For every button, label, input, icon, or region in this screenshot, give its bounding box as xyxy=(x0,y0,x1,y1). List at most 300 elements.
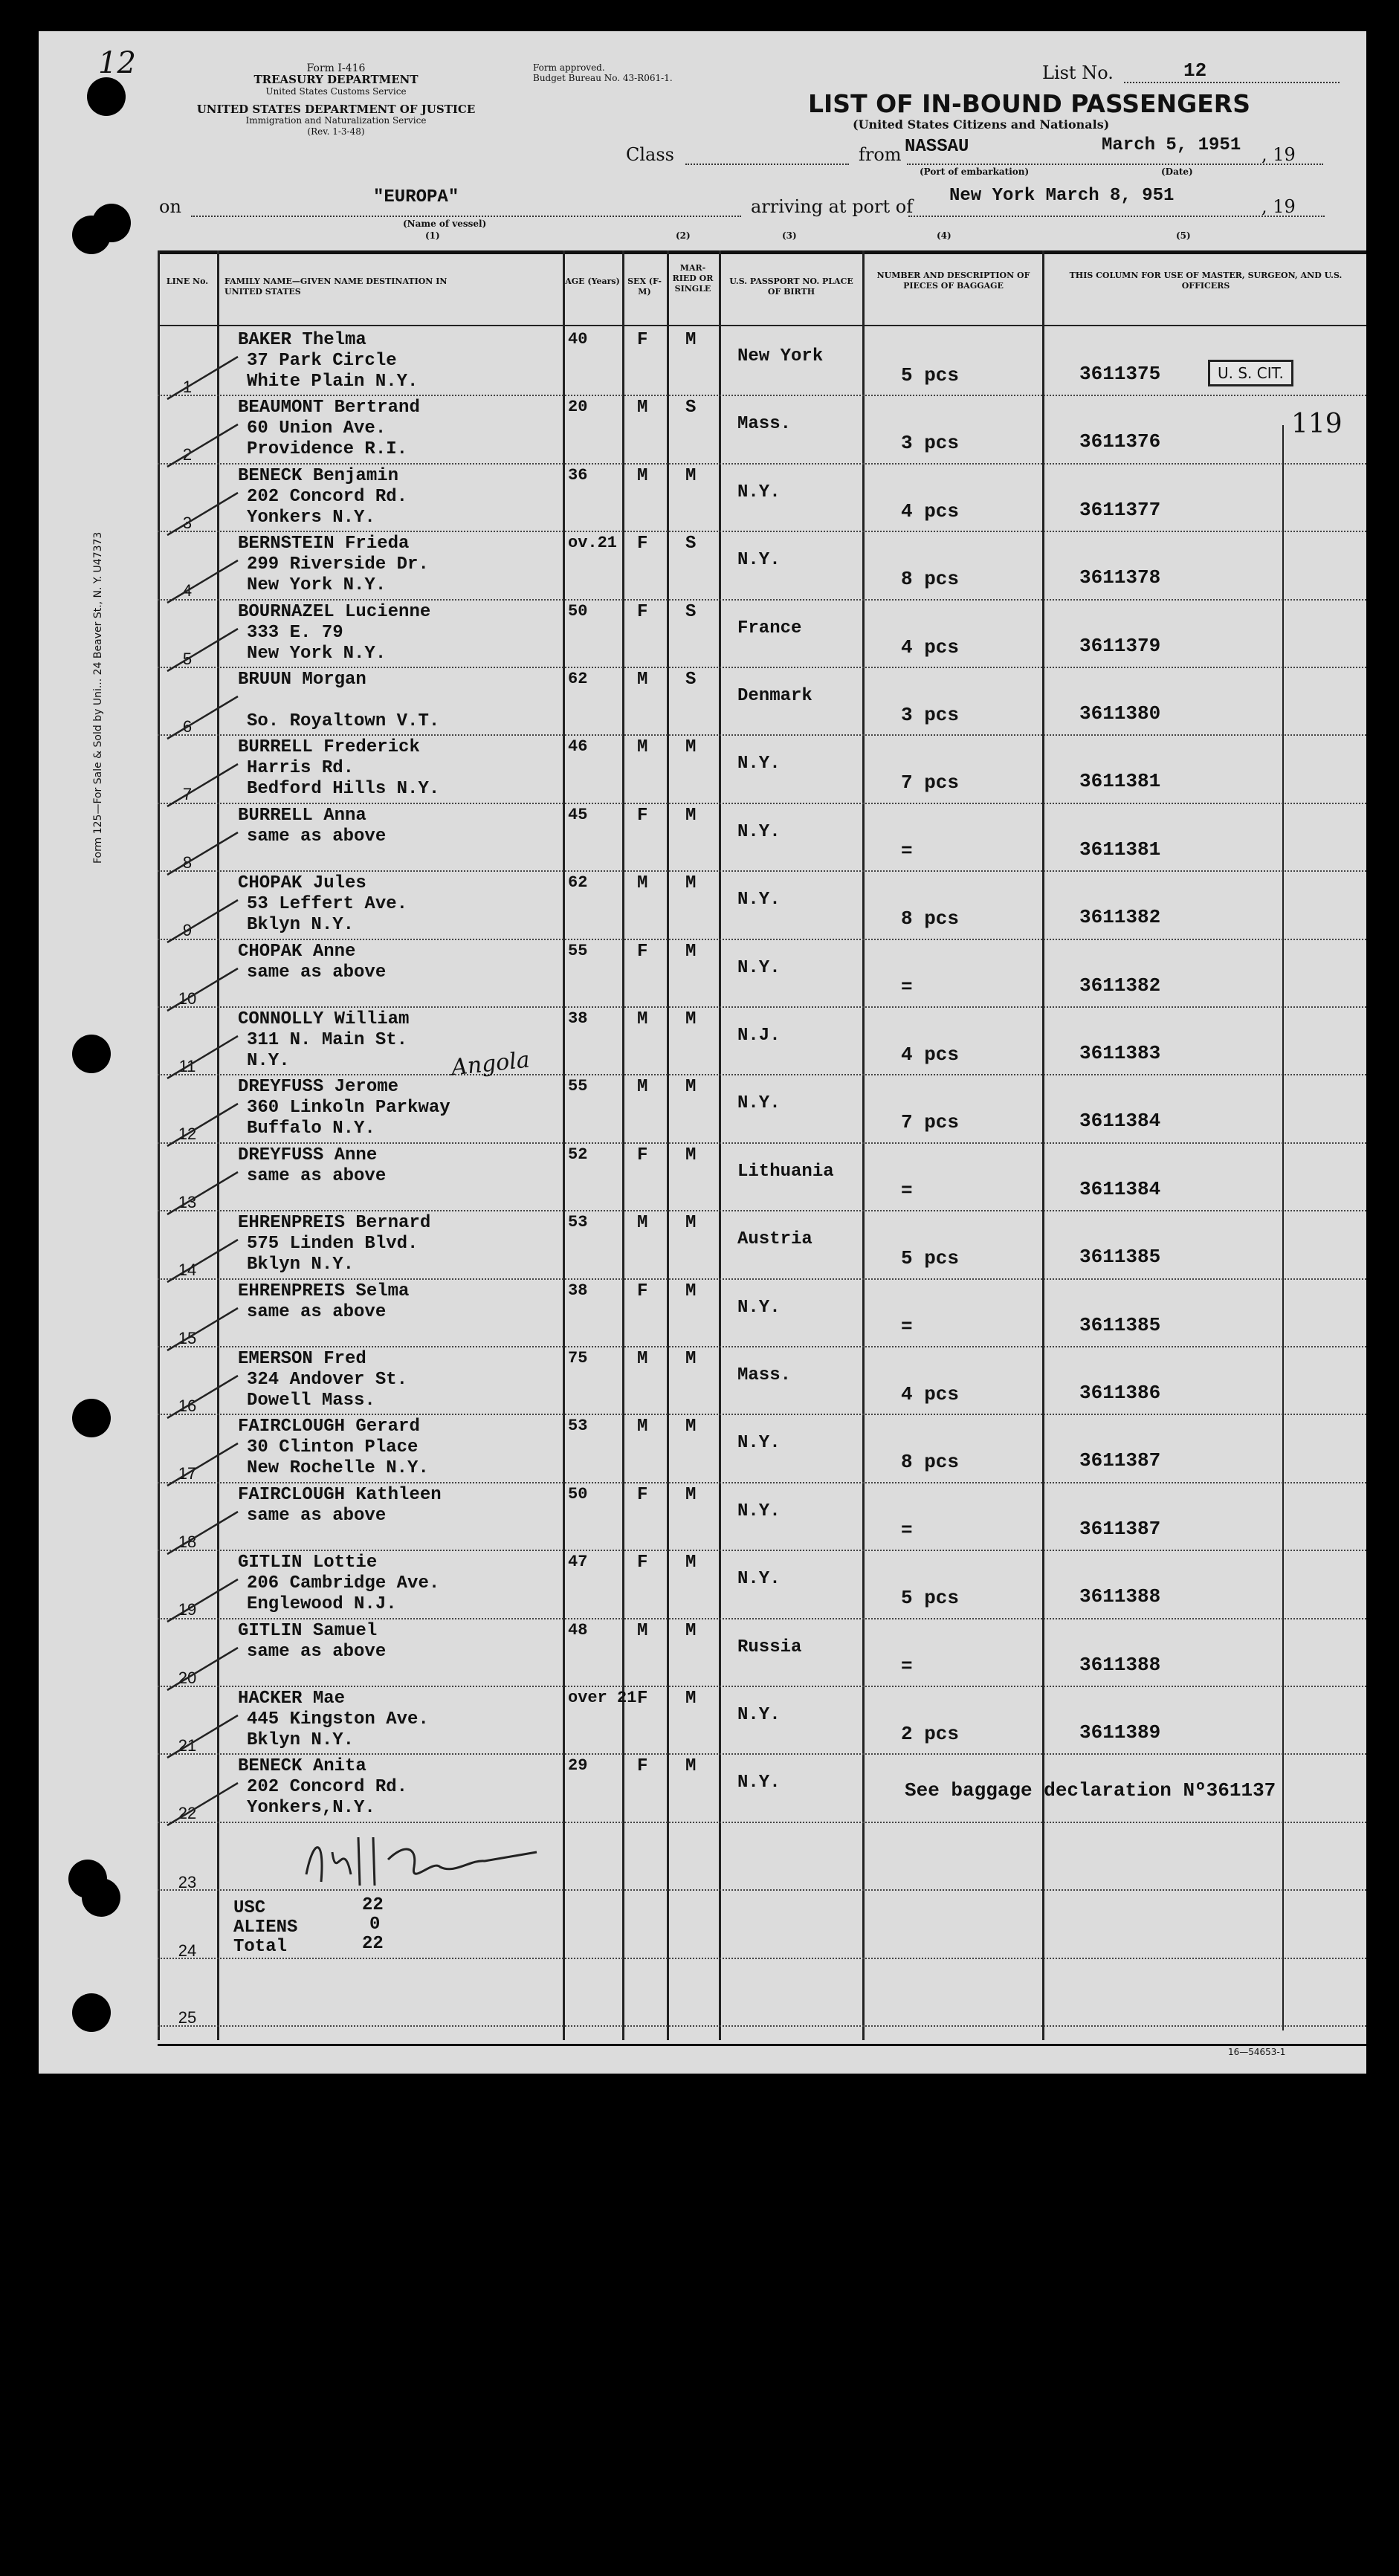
check-mark xyxy=(164,1030,245,1082)
check-mark xyxy=(164,1777,245,1829)
passenger-birthplace: Lithuania xyxy=(737,1161,834,1182)
passenger-address-2: Dowell Mass. xyxy=(247,1391,375,1411)
signature-scrawl xyxy=(291,1815,544,1904)
line-number: 21 xyxy=(178,1736,197,1755)
check-mark xyxy=(164,1302,245,1354)
passenger-sex: F xyxy=(637,1553,648,1573)
passenger-name: FAIRCLOUGH Gerard xyxy=(238,1417,420,1437)
row-rule xyxy=(158,939,1366,940)
baggage-number: 3611389 xyxy=(1079,1721,1161,1744)
passenger-birthplace: N.Y. xyxy=(737,890,781,910)
passenger-baggage: = xyxy=(901,1315,913,1338)
passenger-birthplace: France xyxy=(737,618,802,638)
passenger-baggage: 5 pcs xyxy=(901,364,960,386)
passenger-birthplace: N.Y. xyxy=(737,957,781,978)
baggage-number: 3611380 xyxy=(1079,702,1161,725)
check-mark xyxy=(164,1234,245,1286)
passenger-age: 55 xyxy=(568,941,588,960)
check-mark xyxy=(164,1573,245,1625)
col-divider xyxy=(719,250,721,2040)
vessel-name: "EUROPA" xyxy=(373,187,459,207)
passenger-name: BERNSTEIN Frieda xyxy=(238,534,410,554)
baggage-number: 3611382 xyxy=(1079,974,1161,997)
form-approved: Form approved. xyxy=(533,62,605,73)
header-rule xyxy=(158,325,1366,326)
passenger-name: EHRENPREIS Bernard xyxy=(238,1213,431,1234)
passenger-name: BRUUN Morgan xyxy=(238,670,366,690)
passenger-address-2: Yonkers N.Y. xyxy=(247,507,375,528)
citizen-stamp: U. S. CIT. xyxy=(1208,360,1293,386)
passenger-sex: F xyxy=(637,1145,648,1165)
baggage-number: 3611375 xyxy=(1079,363,1161,385)
form-number: Form I-416 xyxy=(306,62,366,74)
vessel-rule xyxy=(191,216,741,217)
row-rule xyxy=(158,1958,1366,1959)
arrival-year-suffix: , 19 xyxy=(1261,196,1296,217)
passenger-address-1: 202 Concord Rd. xyxy=(247,1777,408,1798)
passenger-age: 36 xyxy=(568,465,588,485)
from-rule xyxy=(907,164,1323,165)
baggage-number: 3611385 xyxy=(1079,1313,1161,1336)
passenger-address-2: Buffalo N.Y. xyxy=(247,1119,375,1139)
row-rule xyxy=(158,1414,1366,1415)
col-header-age: AGE (Years) xyxy=(565,276,620,286)
passenger-baggage: = xyxy=(901,1179,913,1202)
baggage-number: 3611377 xyxy=(1079,498,1161,521)
punch-hole xyxy=(92,204,131,242)
passenger-birthplace: N.Y. xyxy=(737,1501,781,1521)
line-number: 18 xyxy=(178,1532,197,1551)
list-no: 12 xyxy=(1183,59,1207,82)
line-number: 10 xyxy=(178,988,197,1008)
passenger-name: EMERSON Fred xyxy=(238,1349,366,1369)
list-no-rule xyxy=(1124,82,1340,83)
total-value: 22 xyxy=(362,1934,384,1954)
passenger-address-1: 53 Leffert Ave. xyxy=(247,894,408,915)
passenger-birthplace: N.Y. xyxy=(737,482,781,502)
passenger-birthplace: Russia xyxy=(737,1637,802,1657)
treasury-dept: TREASURY DEPARTMENT xyxy=(253,73,419,86)
manifest-sheet xyxy=(39,31,1366,2074)
passenger-baggage: 8 pcs xyxy=(901,568,960,591)
passenger-address-1: 37 Park Circle xyxy=(247,351,397,371)
punch-hole xyxy=(82,1878,120,1917)
customs-service: United States Customs Service xyxy=(265,86,407,97)
line-number: 16 xyxy=(178,1397,197,1415)
baggage-number: 3611381 xyxy=(1079,770,1161,793)
passenger-address-1: 299 Riverside Dr. xyxy=(247,554,429,575)
passenger-address-1: 311 N. Main St. xyxy=(247,1030,408,1050)
passenger-sex: M xyxy=(637,465,648,486)
embark-port: NASSAU xyxy=(905,137,969,157)
passenger-sex: M xyxy=(637,1349,648,1369)
line-number: 11 xyxy=(178,1057,196,1075)
passenger-address-1: same as above xyxy=(247,1505,387,1526)
check-mark xyxy=(164,418,245,470)
passenger-sex: F xyxy=(637,1756,648,1777)
passenger-birthplace: N.Y. xyxy=(737,550,781,571)
passenger-birthplace: N.Y. xyxy=(737,1433,781,1454)
passenger-sex: M xyxy=(637,1077,648,1098)
passenger-baggage: 5 pcs xyxy=(901,1247,960,1270)
passenger-name: HACKER Mae xyxy=(238,1689,346,1709)
passenger-birthplace: N.Y. xyxy=(737,1773,781,1793)
passenger-name: CHOPAK Anne xyxy=(238,941,356,962)
passenger-address-1: 575 Linden Blvd. xyxy=(247,1234,419,1255)
passenger-baggage: 7 pcs xyxy=(901,1111,960,1134)
baggage-number: 3611383 xyxy=(1079,1042,1161,1064)
total-label: Total xyxy=(233,1937,288,1957)
passenger-sex: M xyxy=(637,1009,648,1029)
passenger-address-2: Providence R.I. xyxy=(247,439,408,460)
passenger-baggage: = xyxy=(901,839,913,862)
passenger-sex: M xyxy=(637,398,648,418)
check-mark xyxy=(164,554,245,606)
passenger-address-1: same as above xyxy=(247,962,387,983)
passenger-marital-status: S xyxy=(685,534,697,554)
row-rule xyxy=(158,1618,1366,1619)
passenger-sex: F xyxy=(637,941,648,962)
passenger-address-1: same as above xyxy=(247,826,387,847)
passenger-birthplace: N.Y. xyxy=(737,1093,781,1114)
col-header-passport: U.S. PASSPORT NO. PLACE OF BIRTH xyxy=(729,276,853,297)
passenger-birthplace: Denmark xyxy=(737,686,812,706)
passenger-address-1: Harris Rd. xyxy=(247,758,355,779)
baggage-number: 3611382 xyxy=(1079,906,1161,929)
passenger-age: 46 xyxy=(568,737,588,757)
passenger-age: 53 xyxy=(568,1417,588,1436)
stamp-number: 119 xyxy=(1291,409,1343,439)
row-rule xyxy=(158,2025,1366,2027)
line-number: 25 xyxy=(178,2008,197,2027)
col-divider xyxy=(1042,250,1044,2040)
passenger-address-2: N.Y. xyxy=(247,1051,290,1071)
baggage-number: 3611385 xyxy=(1079,1246,1161,1269)
line-number: 1 xyxy=(182,378,193,396)
passenger-age: 38 xyxy=(568,1009,588,1028)
passenger-marital-status: S xyxy=(685,398,697,418)
col-caption-2: (2) xyxy=(676,230,691,241)
row-rule xyxy=(158,870,1366,872)
passenger-sex: M xyxy=(637,670,648,690)
check-mark xyxy=(164,1642,245,1694)
baggage-number: 3611379 xyxy=(1079,634,1161,657)
passenger-sex: F xyxy=(637,805,648,826)
passenger-address-1: 60 Union Ave. xyxy=(247,418,387,439)
passenger-sex: F xyxy=(637,330,648,350)
line-number: 6 xyxy=(182,717,193,736)
passenger-baggage: = xyxy=(901,975,913,998)
passenger-name: EHRENPREIS Selma xyxy=(238,1281,410,1301)
passenger-address-2: White Plain N.Y. xyxy=(247,372,419,392)
passenger-birthplace: Austria xyxy=(737,1229,812,1250)
passenger-marital-status: M xyxy=(685,737,697,758)
line-number: 23 xyxy=(178,1873,197,1891)
row-rule xyxy=(158,1006,1366,1008)
baggage-note: See baggage declaration Nº361137 xyxy=(905,1779,1276,1802)
check-mark xyxy=(164,1370,245,1422)
check-mark xyxy=(164,1506,245,1558)
check-mark xyxy=(164,1098,245,1150)
baggage-number: 3611388 xyxy=(1079,1585,1161,1608)
passenger-baggage: = xyxy=(901,1654,913,1677)
passenger-name: BENECK Anita xyxy=(238,1756,366,1777)
passenger-marital-status: M xyxy=(685,1213,697,1234)
check-mark xyxy=(164,1437,245,1489)
passenger-baggage: 2 pcs xyxy=(901,1723,960,1745)
passenger-marital-status: M xyxy=(685,1756,697,1777)
passenger-address-1: 206 Cambridge Ave. xyxy=(247,1573,440,1594)
passenger-baggage: 4 pcs xyxy=(901,499,960,522)
passenger-age: 45 xyxy=(568,805,588,824)
passenger-marital-status: M xyxy=(685,941,697,962)
passenger-sex: M xyxy=(637,737,648,758)
passenger-marital-status: S xyxy=(685,601,697,622)
officer-bracket-line xyxy=(1282,425,1284,2030)
usc-label: USC xyxy=(233,1898,266,1918)
check-mark xyxy=(164,826,245,878)
passenger-address-2: Bklyn N.Y. xyxy=(247,1730,355,1750)
passenger-age: 20 xyxy=(568,398,588,417)
check-mark xyxy=(164,487,245,539)
col-divider xyxy=(622,250,624,2040)
baggage-number: 3611388 xyxy=(1079,1653,1161,1676)
line-number: 5 xyxy=(182,649,193,668)
col-caption-1: (1) xyxy=(425,230,440,241)
passenger-age: 52 xyxy=(568,1145,588,1164)
passenger-marital-status: M xyxy=(685,1553,697,1573)
passenger-marital-status: M xyxy=(685,330,697,350)
line-number: 13 xyxy=(178,1192,197,1211)
col-divider xyxy=(667,250,669,2040)
passenger-address-2: New York N.Y. xyxy=(247,643,387,664)
passenger-age: 53 xyxy=(568,1213,588,1232)
check-mark xyxy=(164,690,245,742)
passenger-address-2: New Rochelle N.Y. xyxy=(247,1458,429,1479)
passenger-address-1: same as above xyxy=(247,1641,387,1662)
passenger-address-2: Bedford Hills N.Y. xyxy=(247,779,440,800)
passenger-name: CONNOLLY William xyxy=(238,1009,410,1029)
passenger-marital-status: M xyxy=(685,873,697,894)
handwritten-place: Angola xyxy=(450,1046,532,1081)
col-header-officers: THIS COLUMN FOR USE OF MASTER, SURGEON, AND U.S. OFFICERS xyxy=(1069,271,1343,291)
row-rule xyxy=(158,1278,1366,1280)
row-rule xyxy=(158,1550,1366,1551)
passenger-name: BURRELL Anna xyxy=(238,805,366,826)
from-label: from xyxy=(859,144,902,165)
passenger-age: 40 xyxy=(568,330,588,349)
check-mark xyxy=(164,351,245,403)
line-number: 9 xyxy=(182,921,193,940)
footer-code: 16—54653-1 xyxy=(1228,2047,1286,2057)
passenger-name: GITLIN Lottie xyxy=(238,1553,378,1573)
page-subtitle: (United States Citizens and Nationals) xyxy=(853,117,1110,132)
passenger-baggage: 4 pcs xyxy=(901,1383,960,1405)
passenger-birthplace: N.Y. xyxy=(737,821,781,842)
row-rule xyxy=(158,1482,1366,1483)
col-header-married: MAR- RIED OR SINGLE xyxy=(672,263,714,294)
passenger-marital-status: M xyxy=(685,465,697,486)
list-no-label: List No. xyxy=(1042,62,1114,83)
passenger-address-1: 445 Kingston Ave. xyxy=(247,1709,429,1729)
passenger-name: CHOPAK Jules xyxy=(238,873,366,894)
line-number: 12 xyxy=(178,1124,197,1144)
passenger-address-1: 324 Andover St. xyxy=(247,1370,408,1390)
line-number: 17 xyxy=(178,1464,197,1483)
passenger-age: over 21 xyxy=(568,1689,637,1707)
line-number: 4 xyxy=(182,581,193,601)
passenger-name: DREYFUSS Jerome xyxy=(238,1077,399,1098)
col-divider xyxy=(563,250,565,2040)
check-mark xyxy=(164,758,245,810)
passenger-sex: F xyxy=(637,1484,648,1505)
col-header-name: FAMILY NAME—GIVEN NAME DESTINATION IN UNITED STATES xyxy=(224,276,448,297)
row-rule xyxy=(158,1142,1366,1144)
col-divider xyxy=(862,250,865,2040)
line-number: 19 xyxy=(178,1600,197,1619)
row-rule xyxy=(158,734,1366,736)
passenger-sex: F xyxy=(637,534,648,554)
passenger-marital-status: M xyxy=(685,1349,697,1369)
row-rule xyxy=(158,1346,1366,1347)
passenger-address-1: 202 Concord Rd. xyxy=(247,486,408,507)
baggage-number: 3611387 xyxy=(1079,1449,1161,1472)
passenger-baggage: 7 pcs xyxy=(901,771,960,795)
passenger-sex: M xyxy=(637,873,648,894)
passenger-address-1: 30 Clinton Place xyxy=(247,1437,419,1458)
budget-bureau: Budget Bureau No. 43-R061-1. xyxy=(533,73,673,83)
line-number: 8 xyxy=(182,852,193,872)
passenger-age: ov.21 xyxy=(568,534,618,553)
passenger-baggage: 4 pcs xyxy=(901,635,960,658)
col-caption-3: (3) xyxy=(782,230,797,241)
passenger-baggage: 3 pcs xyxy=(901,432,960,455)
arrival-port-date: New York March 8, 951 xyxy=(949,186,1175,206)
vessel-caption: (Name of vessel) xyxy=(403,219,487,229)
line-number: 2 xyxy=(182,445,193,465)
col-header-baggage: NUMBER AND DESCRIPTION OF PIECES OF BAGGAGE xyxy=(876,271,1030,291)
passenger-birthplace: N.Y. xyxy=(737,1297,781,1318)
passenger-birthplace: Mass. xyxy=(737,1365,792,1385)
class-label: Class xyxy=(626,144,674,165)
passenger-marital-status: M xyxy=(685,1281,697,1301)
embark-caption: (Port of embarkation) xyxy=(920,166,1030,177)
passenger-baggage: 5 pcs xyxy=(901,1587,960,1610)
year-suffix: , 19 xyxy=(1261,144,1296,165)
passenger-birthplace: Mass. xyxy=(737,414,792,435)
punch-hole xyxy=(72,1993,111,2032)
punch-hole xyxy=(87,77,126,116)
passenger-marital-status: S xyxy=(685,670,697,690)
passenger-sex: M xyxy=(637,1620,648,1641)
passenger-birthplace: N.J. xyxy=(737,1026,781,1046)
passenger-address-2: Englewood N.J. xyxy=(247,1594,397,1615)
passenger-sex: F xyxy=(637,601,648,622)
class-rule xyxy=(685,164,849,165)
page-title: LIST OF IN-BOUND PASSENGERS xyxy=(808,89,1250,118)
row-rule xyxy=(158,1074,1366,1075)
ins-service: Immigration and Naturalization Service xyxy=(245,115,427,126)
aliens-label: ALIENS xyxy=(233,1918,298,1938)
passenger-sex: M xyxy=(637,1417,648,1437)
line-number: 3 xyxy=(182,513,193,532)
passenger-age: 50 xyxy=(568,1484,588,1504)
passenger-address-2: Bklyn N.Y. xyxy=(247,915,355,936)
arriving-label: arriving at port of xyxy=(751,196,914,217)
row-rule xyxy=(158,1686,1366,1687)
passenger-birthplace: N.Y. xyxy=(737,754,781,774)
passenger-name: BENECK Benjamin xyxy=(238,465,399,486)
passenger-sex: F xyxy=(637,1689,648,1709)
row-rule xyxy=(158,463,1366,465)
row-rule xyxy=(158,803,1366,804)
passenger-address-1: same as above xyxy=(247,1301,387,1322)
passenger-age: 47 xyxy=(568,1553,588,1572)
on-label: on xyxy=(159,196,181,217)
passenger-birthplace: N.Y. xyxy=(737,1569,781,1590)
col-caption-5: (5) xyxy=(1176,230,1191,241)
passenger-age: 48 xyxy=(568,1620,588,1640)
passenger-marital-status: M xyxy=(685,1620,697,1641)
corner-mark: 12 xyxy=(98,46,136,80)
line-number: 15 xyxy=(178,1328,197,1347)
punch-hole xyxy=(72,1035,111,1073)
row-rule xyxy=(158,599,1366,601)
date-caption: (Date) xyxy=(1161,166,1193,177)
passenger-baggage: = xyxy=(901,1518,913,1541)
passenger-marital-status: M xyxy=(685,1077,697,1098)
passenger-baggage: 3 pcs xyxy=(901,704,960,726)
row-rule xyxy=(158,531,1366,532)
passenger-address-1: same as above xyxy=(247,1165,387,1186)
line-number: 7 xyxy=(182,785,193,804)
check-mark xyxy=(164,1166,245,1218)
passenger-name: DREYFUSS Anne xyxy=(238,1145,378,1165)
col-header-line: LINE No. xyxy=(166,276,209,286)
check-mark xyxy=(164,1709,245,1761)
aliens-value: 0 xyxy=(369,1915,381,1935)
passenger-age: 29 xyxy=(568,1756,588,1776)
justice-dept: UNITED STATES DEPARTMENT OF JUSTICE xyxy=(196,103,476,116)
passenger-address-2: Yonkers,N.Y. xyxy=(247,1798,375,1819)
col-caption-4: (4) xyxy=(937,230,951,241)
passenger-baggage: 8 pcs xyxy=(901,907,960,931)
passenger-sex: M xyxy=(637,1213,648,1234)
passenger-marital-status: M xyxy=(685,1417,697,1437)
passenger-address-2: So. Royaltown V.T. xyxy=(247,711,440,731)
passenger-marital-status: M xyxy=(685,1009,697,1029)
passenger-marital-status: M xyxy=(685,1484,697,1505)
line-number: 20 xyxy=(178,1668,197,1687)
passenger-age: 75 xyxy=(568,1349,588,1368)
baggage-number: 3611378 xyxy=(1079,566,1161,589)
passenger-marital-status: M xyxy=(685,1145,697,1165)
passenger-address-2: Bklyn N.Y. xyxy=(247,1255,355,1275)
col-header-sex: SEX (F-M) xyxy=(627,276,662,297)
passenger-name: FAIRCLOUGH Kathleen xyxy=(238,1484,442,1505)
check-mark xyxy=(164,962,245,1014)
passenger-baggage: 8 pcs xyxy=(901,1451,960,1474)
col-divider xyxy=(158,250,160,2040)
passenger-name: GITLIN Samuel xyxy=(238,1620,378,1641)
passenger-marital-status: M xyxy=(685,1689,697,1709)
baggage-number: 3611376 xyxy=(1079,430,1161,453)
passenger-age: 62 xyxy=(568,873,588,893)
line-number: 22 xyxy=(178,1804,197,1823)
punch-hole xyxy=(72,1399,111,1437)
baggage-number: 3611386 xyxy=(1079,1382,1161,1404)
usc-value: 22 xyxy=(362,1895,384,1915)
